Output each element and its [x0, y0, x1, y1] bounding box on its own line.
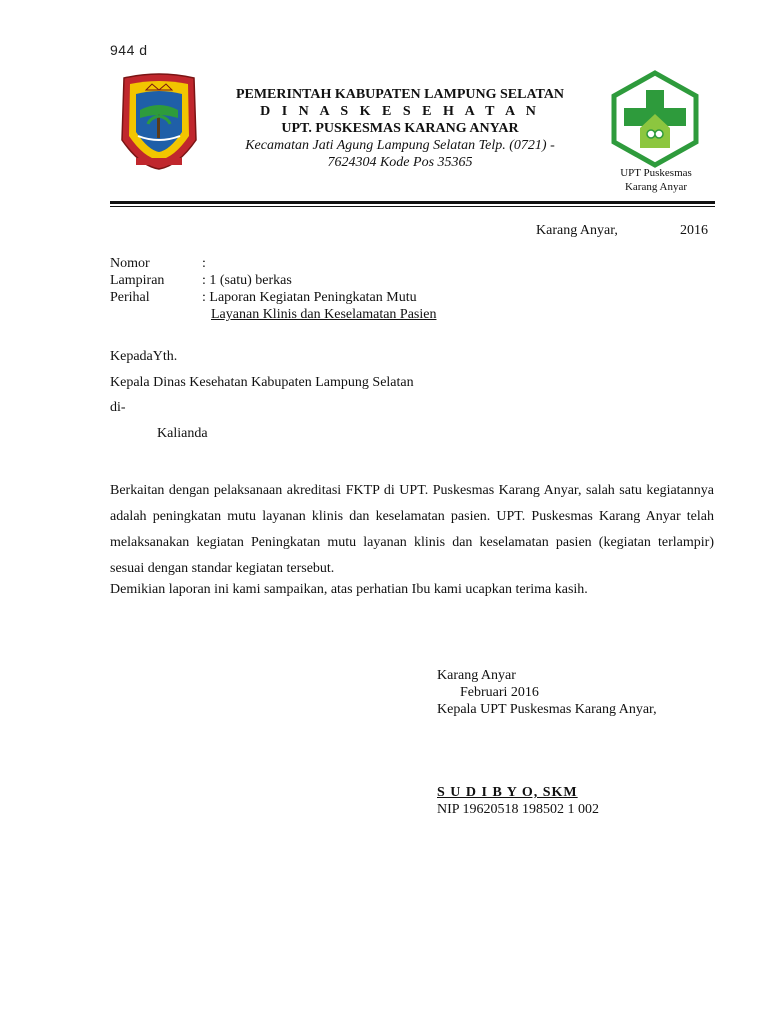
- letter-date-year: 2016: [680, 223, 708, 238]
- regency-emblem-icon: [118, 70, 200, 170]
- letter-date-place: Karang Anyar,: [536, 223, 618, 238]
- letterhead-rule-thick: [110, 201, 715, 204]
- letterhead-department: D I N A S K E S E H A T A N: [260, 104, 540, 119]
- page-code: 944 d: [110, 42, 148, 58]
- regency-emblem: [118, 70, 200, 170]
- letterhead-government: PEMERINTAH KABUPATEN LAMPUNG SELATAN: [235, 87, 565, 102]
- puskesmas-logo: [610, 70, 700, 168]
- puskesmas-logo-caption: [596, 166, 716, 194]
- meta-value-nomor: :: [202, 256, 206, 271]
- recipient-title: Kepala Dinas Kesehatan Kabupaten Lampung Selatan: [110, 375, 414, 390]
- logo-caption-line-2: Karang Anyar: [624, 181, 687, 193]
- logo-caption-line-1: UPT Puskesmas: [620, 167, 692, 179]
- letterhead-address-2: 7624304 Kode Pos 35365: [327, 155, 473, 170]
- meta-label-lampiran: Lampiran: [110, 273, 165, 288]
- recipient-di: di-: [110, 400, 126, 415]
- meta-value-lampiran: : 1 (satu) berkas: [202, 273, 292, 288]
- letterhead-rule-thin: [110, 206, 715, 207]
- signature-date: Februari 2016: [460, 685, 539, 700]
- signature-name: S U D I B Y O, SKM: [437, 785, 578, 800]
- recipient-city: Kalianda: [157, 426, 208, 441]
- recipient-salutation: KepadaYth.: [110, 349, 178, 364]
- letterhead-address-1: Kecamatan Jati Agung Lampung Selatan Telp. (0721) -: [245, 138, 555, 153]
- signature-nip: NIP 19620518 198502 1 002: [437, 802, 600, 817]
- signature-place: Karang Anyar: [437, 668, 516, 683]
- signature-position: Kepala UPT Puskesmas Karang Anyar,: [437, 702, 657, 717]
- meta-label-perihal: Perihal: [110, 290, 150, 305]
- puskesmas-logo-icon: [610, 70, 700, 168]
- meta-label-nomor: Nomor: [110, 256, 150, 271]
- meta-value-perihal: : Laporan Kegiatan Peningkatan Mutu: [202, 290, 417, 305]
- body-paragraph-2: Demikian laporan ini kami sampaikan, atas perhatian Ibu kami ucapkan terima kasih.: [110, 582, 588, 597]
- letterhead: [210, 86, 590, 171]
- meta-perihal-continued: Layanan Klinis dan Keselamatan Pasien: [211, 307, 437, 322]
- body-paragraph-1: Berkaitan dengan pelaksanaan akreditasi FKTP di UPT. Puskesmas Karang Anyar, salah satu kegiatannya adalah peningkatan mutu layanan klinis dan keselamatan pasien. UPT. Puskesmas Karang Anyar telah melaksanakan kegiatan Peningkatan mutu layanan klinis dan keselamatan pasien (kegiatan terlampir) sesuai dengan standar kegiatan tersebut.: [110, 483, 714, 576]
- letterhead-unit: UPT. PUSKESMAS KARANG ANYAR: [281, 121, 519, 136]
